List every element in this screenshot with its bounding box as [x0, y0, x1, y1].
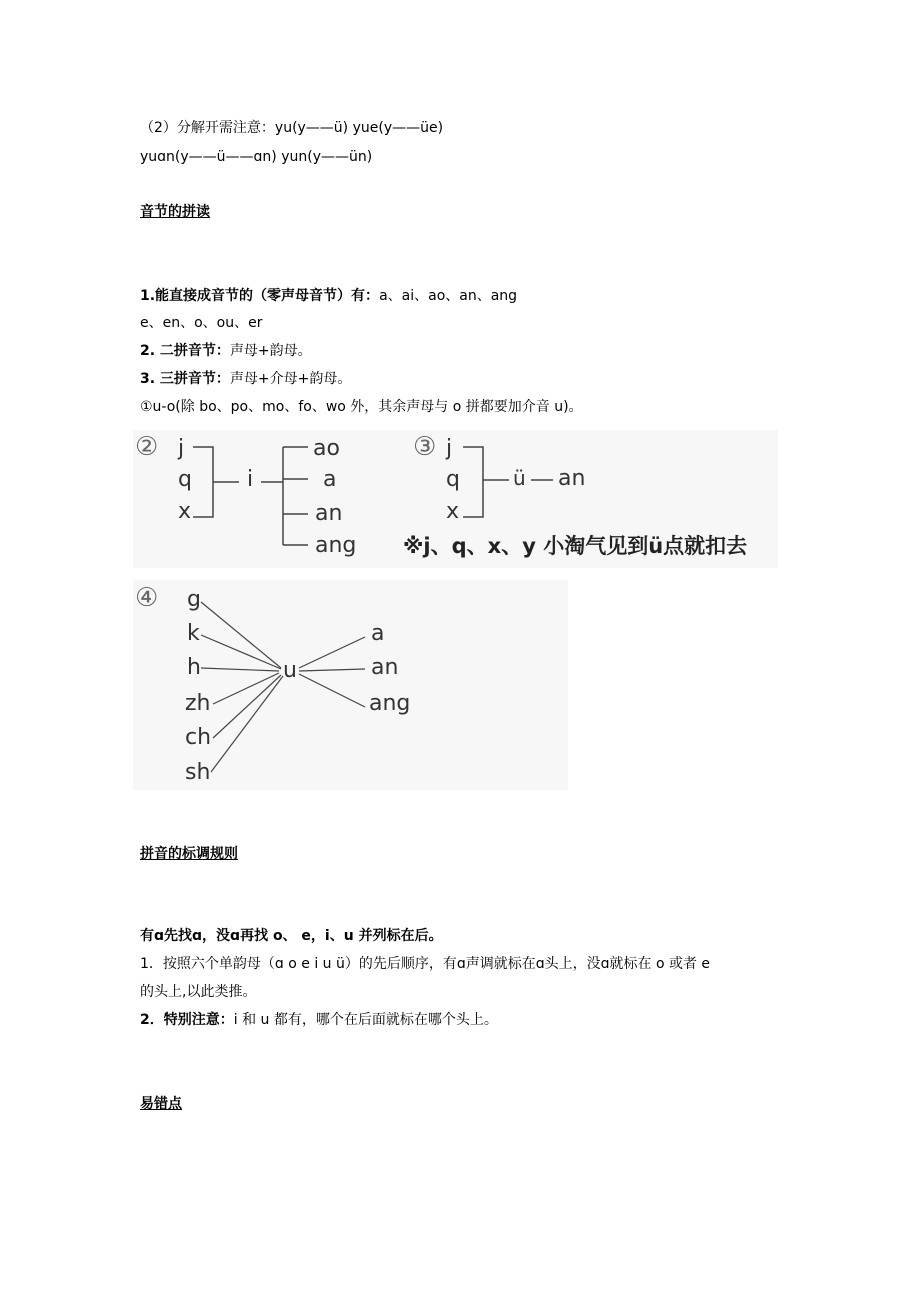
- figure-j-q-x-combination: [133, 430, 778, 568]
- section-title-errors: 易错点: [140, 1096, 182, 1112]
- figure2-initial-j: j: [178, 436, 185, 461]
- figure2-final-ang: ang: [315, 533, 357, 558]
- three-part-value: 声母+介母+韵母。: [229, 371, 352, 387]
- figure4-initial-zh: zh: [185, 691, 211, 716]
- figure4-final-an: an: [371, 655, 399, 680]
- tone-item2-value: i 和 u 都有，哪个在后面就标在哪个头上。: [233, 1012, 498, 1028]
- figure4-initial-g: g: [187, 587, 201, 612]
- figure4-initial-sh: sh: [185, 760, 211, 785]
- tone-item1-line2: 的头上,以此类推。: [140, 984, 257, 1000]
- figure3-marker: ③: [413, 432, 437, 462]
- figure4-final-ang: ang: [369, 691, 411, 716]
- two-part-syllable-item: [140, 341, 312, 361]
- two-part-value: 声母+韵母。: [229, 343, 312, 359]
- decompose-note-line1: （2）分解开需注意：yu(y——ü) yue(y——üe): [140, 120, 444, 136]
- three-part-label: 3. 三拼音节：: [140, 371, 230, 387]
- figure2-initial-q: q: [178, 467, 192, 492]
- figure2-final-an: an: [315, 501, 343, 526]
- three-part-syllable-item: [140, 369, 351, 389]
- figure3-final-an: an: [558, 466, 586, 491]
- tone-item2: [140, 1010, 498, 1030]
- zero-initial-values-line2: e、en、o、ou、er: [140, 315, 263, 331]
- figure4-medial-u: u: [283, 658, 297, 683]
- figure-u-medial-combination: [133, 580, 568, 790]
- figure4-initial-h: h: [187, 655, 201, 680]
- figure2-final-a: a: [323, 467, 337, 492]
- figure4-initial-ch: ch: [185, 725, 212, 750]
- figure4-marker: ④: [135, 583, 159, 613]
- figure3-initial-q: q: [446, 467, 460, 492]
- zero-initial-item: [140, 286, 517, 306]
- section-title-tone: 拼音的标调规则: [140, 846, 238, 862]
- figure3-initial-j: j: [446, 436, 453, 461]
- figure2-medial-i: i: [247, 467, 254, 492]
- figure4-initial-k: k: [187, 621, 200, 646]
- figure4-final-a: a: [371, 621, 385, 646]
- figure2-marker: ②: [135, 432, 159, 462]
- tone-item1-line1: 1．按照六个单韵母（ɑ o e i u ü）的先后顺序，有ɑ声调就标在ɑ头上，没ɑ就标在 o 或者 e: [140, 956, 711, 972]
- zero-initial-values: a、ai、ao、an、ang: [379, 288, 518, 304]
- zero-initial-label: 1.能直接成音节的（零声母音节）有：: [140, 288, 380, 304]
- figure3-medial-u-umlaut: ü: [513, 466, 526, 490]
- figure2-final-ao: ao: [313, 436, 340, 461]
- decompose-note-line2: yuɑn(y——ü——ɑn) yun(y——ün): [140, 149, 373, 165]
- tone-rule-summary: 有ɑ先找ɑ，没ɑ再找 o、 e，i、u 并列标在后。: [140, 928, 443, 944]
- tone-item2-label: 2．特别注意：: [140, 1012, 234, 1028]
- section-title-syllable: 音节的拼读: [140, 204, 210, 220]
- u-o-rule: ①u-o(除 bo、po、mo、fo、wo 外，其余声母与 o 拼都要加介音 u)。: [140, 399, 583, 415]
- two-part-label: 2. 二拼音节：: [140, 343, 230, 359]
- figure3-initial-x: x: [446, 499, 460, 524]
- figure2-initial-x: x: [178, 499, 192, 524]
- figure3-rule-text: ※j、q、x、y 小淘气见到ü点就扣去: [403, 534, 748, 558]
